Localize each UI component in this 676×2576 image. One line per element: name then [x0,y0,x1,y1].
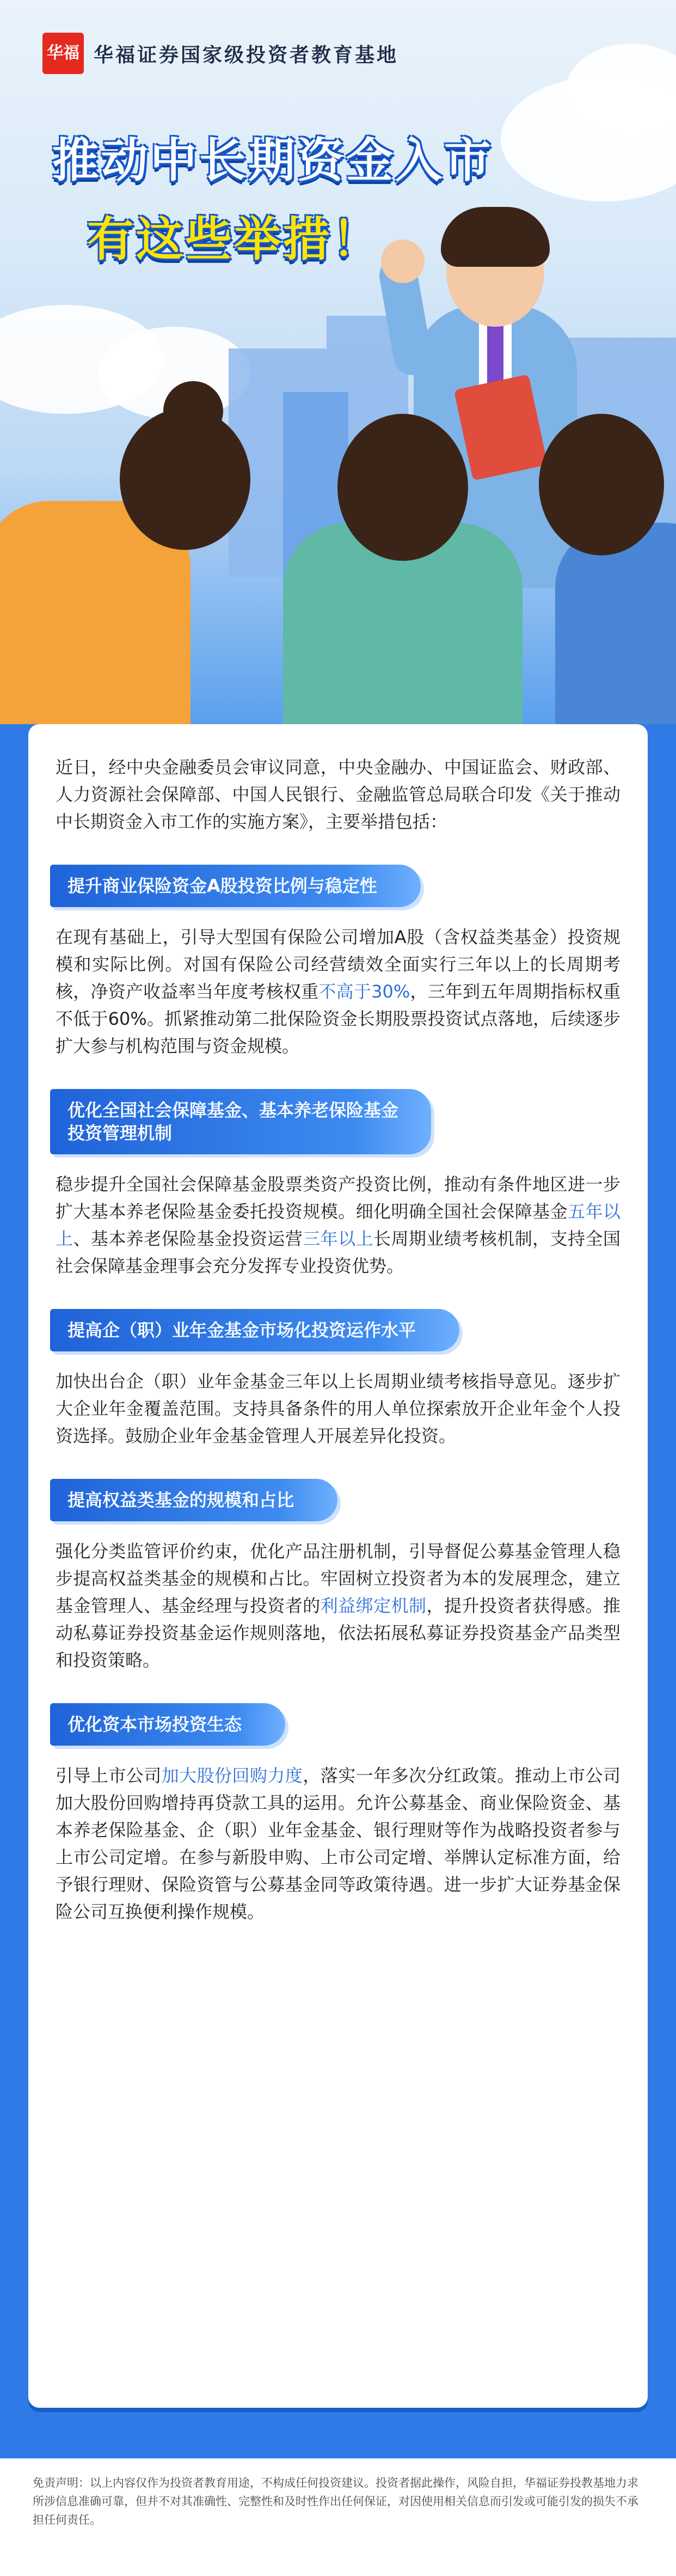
section-text: 加快出台企（职）业年金基金三年以上长周期业绩考核指导意见。逐步扩大企业年金覆盖范围。支持具备条件的用人单位探索放开企业年金个人投资选择。鼓励企业年金基金管理人开展差异化投资。 [56,1371,620,1446]
section-header [50,865,620,907]
section-text: 在现有基础上，引导大型国有保险公司增加A股（含权益类基金）投资规模和实际比例。对国有保险公司经营绩效全面实行三年以上的长周期考核，净资产收益率当年度考核权重不高于30%，三年到五年周期指标权重不低于60%。抓紧推动第二批保险资金长期股票投资试点落地，后续逐步扩大参与机构范围与资金规模。 [56,927,620,1056]
section-title: 提高权益类基金的规模和占比 [50,1479,337,1521]
section-header [50,1089,620,1154]
highlight-text: 加大股份回购力度 [161,1765,303,1786]
presenter-fist [381,240,425,283]
disclaimer-text: 免责声明：以上内容仅作为投资者教育用途，不构成任何投资建议。投资者据此操作，风险自担，华福证券投教基地力求所涉信息准确可靠，但并不对其准确性、完整性和及时性作出任何保证，对因使用相关信息而引发或可能引发的损失不承担任何责任。 [33,2476,638,2526]
brand-header [42,33,398,74]
hero-banner [0,0,676,724]
presenter-hair [441,207,550,267]
brand-logo-icon: 华福 [42,33,84,74]
section-title: 优化资本市场投资生态 [50,1703,285,1746]
highlight-text: 三年以上 [303,1228,374,1249]
highlight-text: 利益绑定机制 [320,1595,427,1616]
disclaimer-footer [0,2458,676,2576]
content-card [28,724,648,2408]
section-title: 提升商业保险资金A股投资比例与稳定性 [50,865,421,907]
section-header [50,1309,620,1351]
highlight-text: 五年以上 [56,1201,620,1249]
brand-name: 华福证券国家级投资者教育基地 [94,43,399,66]
section-text: 稳步提升全国社会保障基金股票类资产投资比例，推动有条件地区进一步扩大基本养老保险基金委托投资规模。细化明确全国社会保障基金五年以上、基本养老保险基金投资运营三年以上长周期业绩考核机制，支持全国社会保障基金理事会充分发挥专业投资优势。 [56,1174,620,1276]
section-header [50,1703,620,1746]
page-title: 推动中长期资金入市 [52,133,493,188]
section-title: 提高企（职）业年金基金市场化投资运作水平 [50,1309,459,1351]
page-subtitle: 有这些举措！ [87,212,381,267]
section-text: 引导上市公司加大股份回购力度，落实一年多次分红政策。推动上市公司加大股份回购增持再贷款工具的运用。允许公募基金、商业保险资金、基本养老保险基金、企（职）业年金基金、银行理财等作为战略投资者参与上市公司定增。在参与新股申购、上市公司定增、举牌认定标准方面，给予银行理财、保险资管与公募基金同等政策待遇。进一步扩大证券基金保险公司互换便利操作规模。 [56,1765,620,1922]
intro-paragraph: 近日，经中央金融委员会审议同意，中央金融办、中国证监会、财政部、人力资源社会保障部、中国人民银行、金融监管总局联合印发《关于推动中长期资金入市工作的实施方案》，主要举措包括： [56,757,620,832]
section-title: 优化全国社会保障基金、基本养老保险基金 投资管理机制 [50,1089,431,1154]
audience-hair [539,414,664,555]
highlight-text: 不高于30% [318,981,410,1002]
audience-bun [163,381,223,441]
audience-hair [337,414,468,561]
section-text: 强化分类监管评价约束，优化产品注册机制，引导督促公募基金管理人稳步提高权益类基金的规模和占比。牢固树立投资者为本的发展理念，建立基金管理人、基金经理与投资者的利益绑定机制，提升投资者获得感。推动私募证券投资基金运作规则落地，依法拓展私募证券投资基金产品类型和投资策略。 [56,1541,620,1671]
section-header [50,1479,620,1521]
